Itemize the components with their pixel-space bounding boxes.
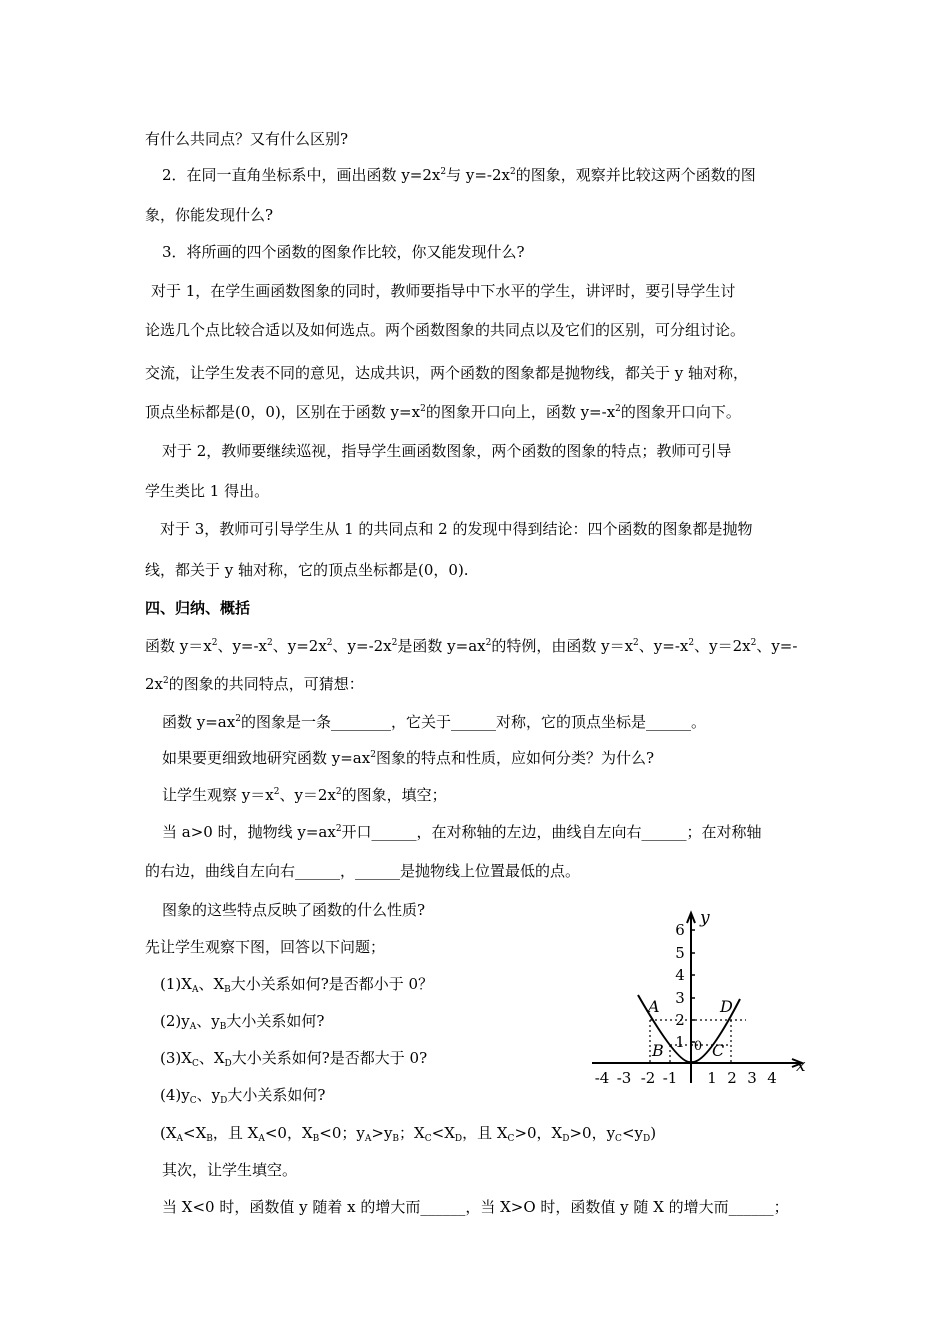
point-label-d: D <box>720 997 733 1016</box>
paragraph-line: 学生类比 1 得出。 <box>145 482 270 500</box>
x-tick-label: 4 <box>767 1069 777 1087</box>
paragraph-line: 象，你能发现什么? <box>145 206 274 224</box>
paragraph-line: $(3)X_C$、$X_D$大小关系如何?是否都大于 0? <box>160 1049 428 1069</box>
paragraph-line: 先让学生观察下图，回答以下问题； <box>145 938 386 956</box>
point-label-b: B <box>652 1041 664 1060</box>
x-tick-label: -4 <box>594 1069 610 1087</box>
paragraph-line: ($X_A<X_B$，且 $X_A<0$，$X_B<0$；$y_A>y_B$；$X_C<X_D$，且 $X_C>0$，$X_D>0$，$y_C<y_D$) <box>160 1124 657 1144</box>
paragraph-line: 函数 $y=ax^2$的图象是一条________，它关于______对称，它的顶点坐标是______。 <box>162 713 706 731</box>
paragraph-line: $(4)y_C$、$y_D$大小关系如何? <box>160 1086 326 1106</box>
y-axis-label: y <box>700 908 710 928</box>
y-tick-label: 6 <box>675 921 685 939</box>
origin-label: 0 <box>693 1039 703 1054</box>
paragraph-line: 论选几个点比较合适以及如何选点。两个函数图象的共同点以及它们的区别，可分组讨论。 <box>145 321 746 339</box>
paragraph-line: 如果要更细致地研究函数 $y=ax^2$图象的特点和性质，应如何分类？为什么? <box>162 749 654 767</box>
paragraph-line: 交流，让学生发表不同的意见，达成共识，两个函数的图象都是抛物线，都关于 y 轴对称， <box>145 364 749 382</box>
y-tick-label: 5 <box>675 944 685 962</box>
paragraph-line: 当 a>0 时，抛物线 $y=ax^2$开口______，在对称轴的左边，曲线自左向右______；在对称轴 <box>162 823 762 841</box>
x-tick-label: 2 <box>727 1069 737 1087</box>
x-tick-label: -2 <box>640 1069 656 1087</box>
x-tick-label: 3 <box>747 1069 757 1087</box>
paragraph-line: 3．将所画的四个函数的图象作比较，你又能发现什么? <box>162 243 525 261</box>
paragraph-line: $(2)y_A$、$y_B$大小关系如何? <box>160 1012 325 1032</box>
paragraph-line: $(1)X_A$、$X_B$大小关系如何?是否都小于 0？ <box>160 975 434 995</box>
paragraph-line: 函数 $y=x^2$、$y=-x^2$、$y=2x^2$、$y=-2x^2$是函数 $y=ax^2$的特例，由函数 $y=x^2$、$y=-x^2$、$y=2x^2$、y=- <box>145 637 798 655</box>
x-axis-label: x <box>796 1056 806 1076</box>
paragraph-line: 让学生观察 $y=x^2$、$y=2x^2$的图象，填空； <box>162 786 447 804</box>
y-tick-label: 3 <box>675 989 685 1007</box>
paragraph-line: 图象的这些特点反映了函数的什么性质? <box>162 901 426 919</box>
paragraph-line: 对于 1，在学生画函数图象的同时，教师要指导中下水平的学生，讲评时，要引导学生讨 <box>151 282 736 300</box>
x-tick-label: 1 <box>707 1069 717 1087</box>
x-tick-label: -1 <box>662 1069 678 1087</box>
paragraph-line: 2．在同一直角坐标系中，画出函数 $y=2x^2$与 $y=-2x^2$的图象，观察并比较这两个函数的图 <box>162 166 756 184</box>
x-tick-label: -3 <box>616 1069 632 1087</box>
paragraph-line: 线，都关于 y 轴对称，它的顶点坐标都是(0，0). <box>145 561 469 579</box>
section-heading: 四、归纳、概括 <box>145 599 251 617</box>
point-label-c: C <box>712 1041 725 1060</box>
y-tick-label: 2 <box>675 1011 685 1029</box>
y-tick-label: 4 <box>675 966 685 984</box>
parabola-figure <box>588 905 810 1090</box>
paragraph-line: 其次，让学生填空。 <box>162 1161 298 1179</box>
point-label-a: A <box>648 997 660 1016</box>
paragraph-line: 的右边，曲线自左向右______，______是抛物线上位置最低的点。 <box>145 862 581 880</box>
paragraph-line: 对于 3，教师可引导学生从 1 的共同点和 2 的发现中得到结论：四个函数的图象都是抛物 <box>160 520 753 538</box>
paragraph-line: 对于 2，教师要继续巡视，指导学生画函数图象，两个函数的图象的特点；教师可引导 <box>162 442 732 460</box>
paragraph-line: $2x^2$的图象的共同特点，可猜想： <box>145 675 364 693</box>
y-tick-label: 1 <box>675 1033 685 1051</box>
paragraph-line: 顶点坐标都是(0，0)，区别在于函数 $y=x^2$的图象开口向上，函数 $y=-x^2$的图象开口向下。 <box>145 403 741 421</box>
paragraph-line: 当 X<0 时，函数值 y 随着 x 的增大而______，当 X>O 时，函数值 y 随 X 的增大而______； <box>162 1198 789 1216</box>
paragraph-line: 有什么共同点？又有什么区别? <box>145 130 349 148</box>
